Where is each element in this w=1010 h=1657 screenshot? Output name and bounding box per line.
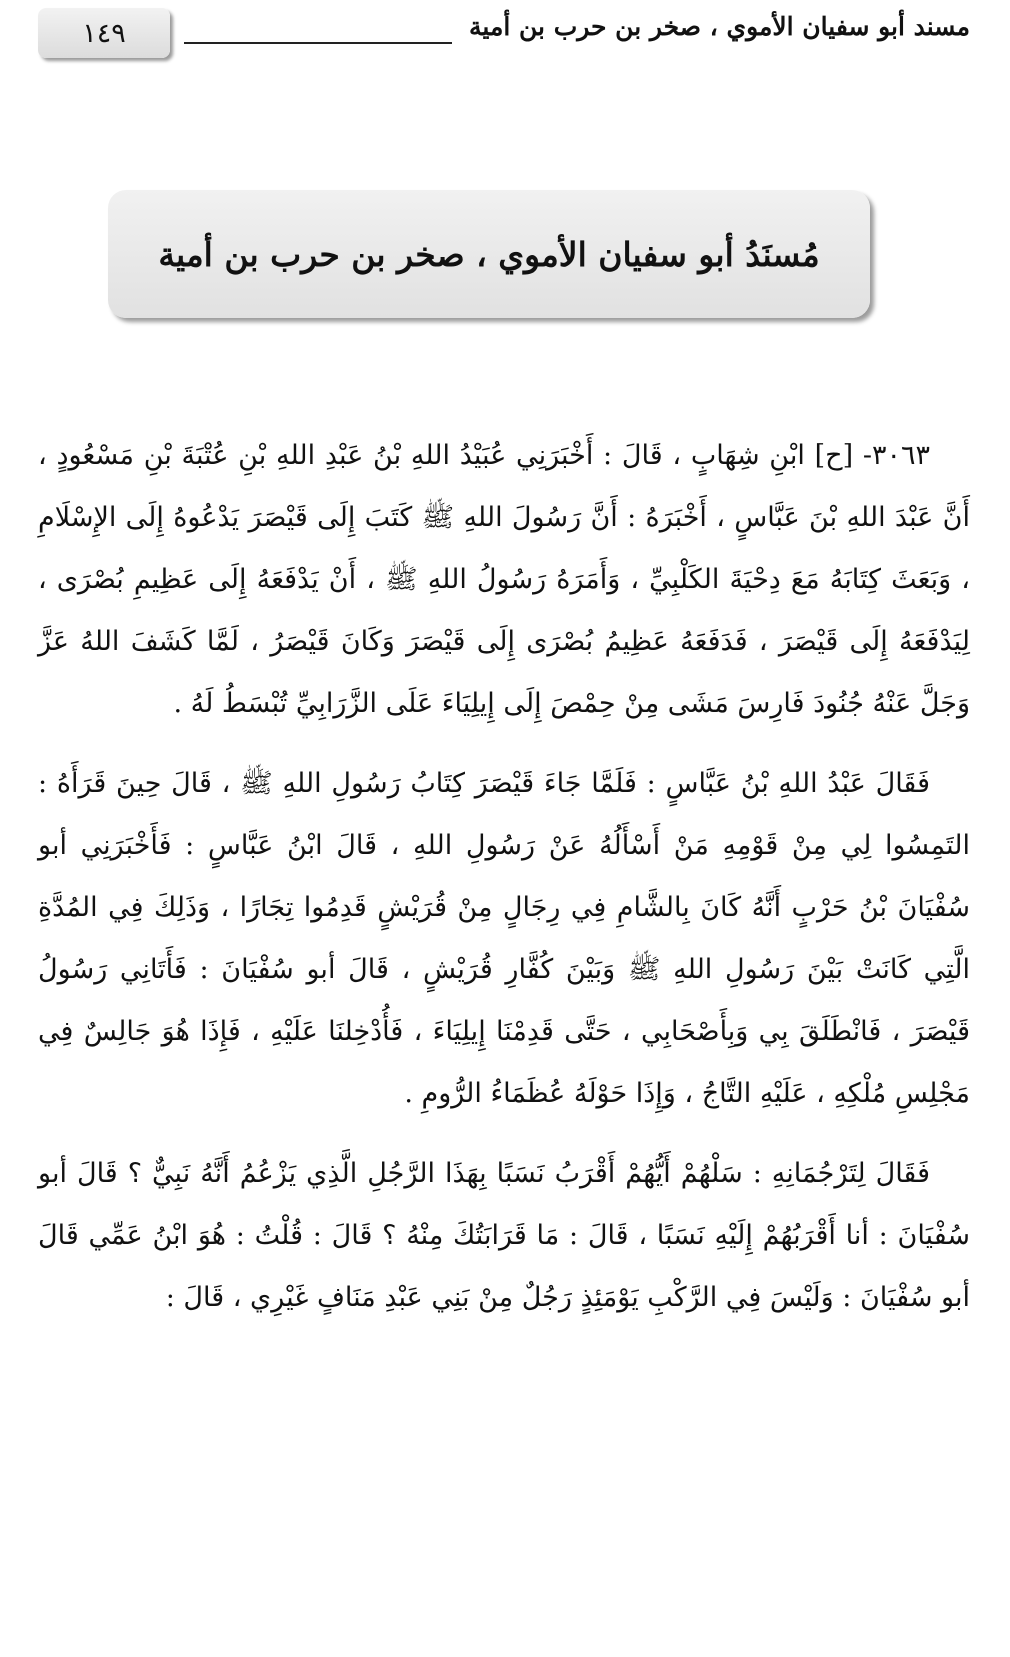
hadith-text bbox=[38, 425, 970, 1347]
chapter-title-box bbox=[108, 190, 870, 318]
paragraph-3: فَقَالَ لِتَرْجُمَانِهِ : سَلْهُمْ أَيُّهُمْ أَقْرَبُ نَسَبًا بِهَذَا الرَّجُلِ الَّذِي يَزْعُمُ أَنَّهُ نَبِيٌّ ؟ قَالَ أبو سُفْيَانَ : أنا أَقْرَبُهُمْ إِلَيْهِ نَسَبًا ، قَالَ : مَا قَرَابَتُكَ مِنْهُ ؟ قَالَ : قُلْتُ : هُوَ ابْنُ عَمِّي قَالَ أبو سُفْيَانَ : وَلَيْسَ فِي الرَّكْبِ يَوْمَئِذٍ رَجُلٌ مِنْ بَنِي عَبْدِ مَنَافٍ غَيْرِي ، قَالَ : bbox=[38, 1158, 970, 1313]
paragraph-2: فَقَالَ عَبْدُ اللهِ بْنُ عَبَّاسٍ : فَلَمَّا جَاءَ قَيْصَرَ كِتَابُ رَسُولِ اللهِ ﷺ ، قَالَ حِينَ قَرَأَهُ : التَمِسُوا لِي مِنْ قَوْمِهِ مَنْ أَسْأَلُهُ عَنْ رَسُولِ اللهِ ، قَالَ ابْنُ عَبَّاسٍ : فَأَخْبَرَنِي أبو سُفْيَانَ بْنُ حَرْبٍ أَنَّهُ كَانَ بِالشَّامِ فِي رِجَالٍ مِنْ قُرَيْشٍ قَدِمُوا تِجَارًا ، وَذَلِكَ فِي المُدَّةِ الَّتِي كَانَتْ بَيْنَ رَسُولِ اللهِ ﷺ وَبَيْنَ كُفَّارِ قُرَيْشٍ ، قَالَ أبو سُفْيَانَ : فَأَتَانِي رَسُولُ قَيْصَرَ ، فَانْطَلَقَ بِي وَبِأَصْحَابِي ، حَتَّى قَدِمْنَا إِيلِيَاءَ ، فَأُدْخِلنَا عَلَيْهِ ، فَإِذَا هُوَ جَالِسٌ فِي مَجْلِسِ مُلْكِهِ ، عَلَيْهِ التَّاجُ ، وَإِذَا حَوْلَهُ عُظَمَاءُ الرُّومِ . bbox=[38, 768, 970, 1109]
header-rule bbox=[184, 42, 452, 44]
chapter-title: مُسنَدُ أبو سفيان الأموي ، صخر بن حرب بن أمية bbox=[158, 234, 820, 274]
running-title: مسند أبو سفيان الأموي ، صخر بن حرب بن أمية bbox=[469, 12, 970, 41]
page-number: ١٤٩ bbox=[38, 8, 170, 58]
paragraph-1: ٣٠٦٣- [ح] ابْنِ شِهَابٍ ، قَالَ : أَخْبَرَنِي عُبَيْدُ اللهِ بْنُ عَبْدِ اللهِ بْنِ عُتْبَةَ بْنِ مَسْعُودٍ ، أَنَّ عَبْدَ اللهِ بْنَ عَبَّاسٍ ، أَخْبَرَهُ : أَنَّ رَسُولَ اللهِ ﷺ كَتَبَ إِلَى قَيْصَرَ يَدْعُوهُ إِلَى الإِسْلَامِ ، وَبَعَثَ كِتَابَهُ مَعَ دِحْيَةَ الكَلْبِيِّ ، وَأَمَرَهُ رَسُولُ اللهِ ﷺ ، أَنْ يَدْفَعَهُ إِلَى عَظِيمِ بُصْرَى ، لِيَدْفَعَهُ إِلَى قَيْصَرَ ، فَدَفَعَهُ عَظِيمُ بُصْرَى إِلَى قَيْصَرَ وَكَانَ قَيْصَرُ ، لَمَّا كَشَفَ اللهُ عَزَّ وَجَلَّ عَنْهُ جُنُودَ فَارِسَ مَشَى مِنْ حِمْصَ إِلَى إِيلِيَاءَ عَلَى الزَّرَابِيِّ تُبْسَطُ لَهُ . bbox=[38, 440, 970, 719]
page-header bbox=[38, 8, 970, 62]
